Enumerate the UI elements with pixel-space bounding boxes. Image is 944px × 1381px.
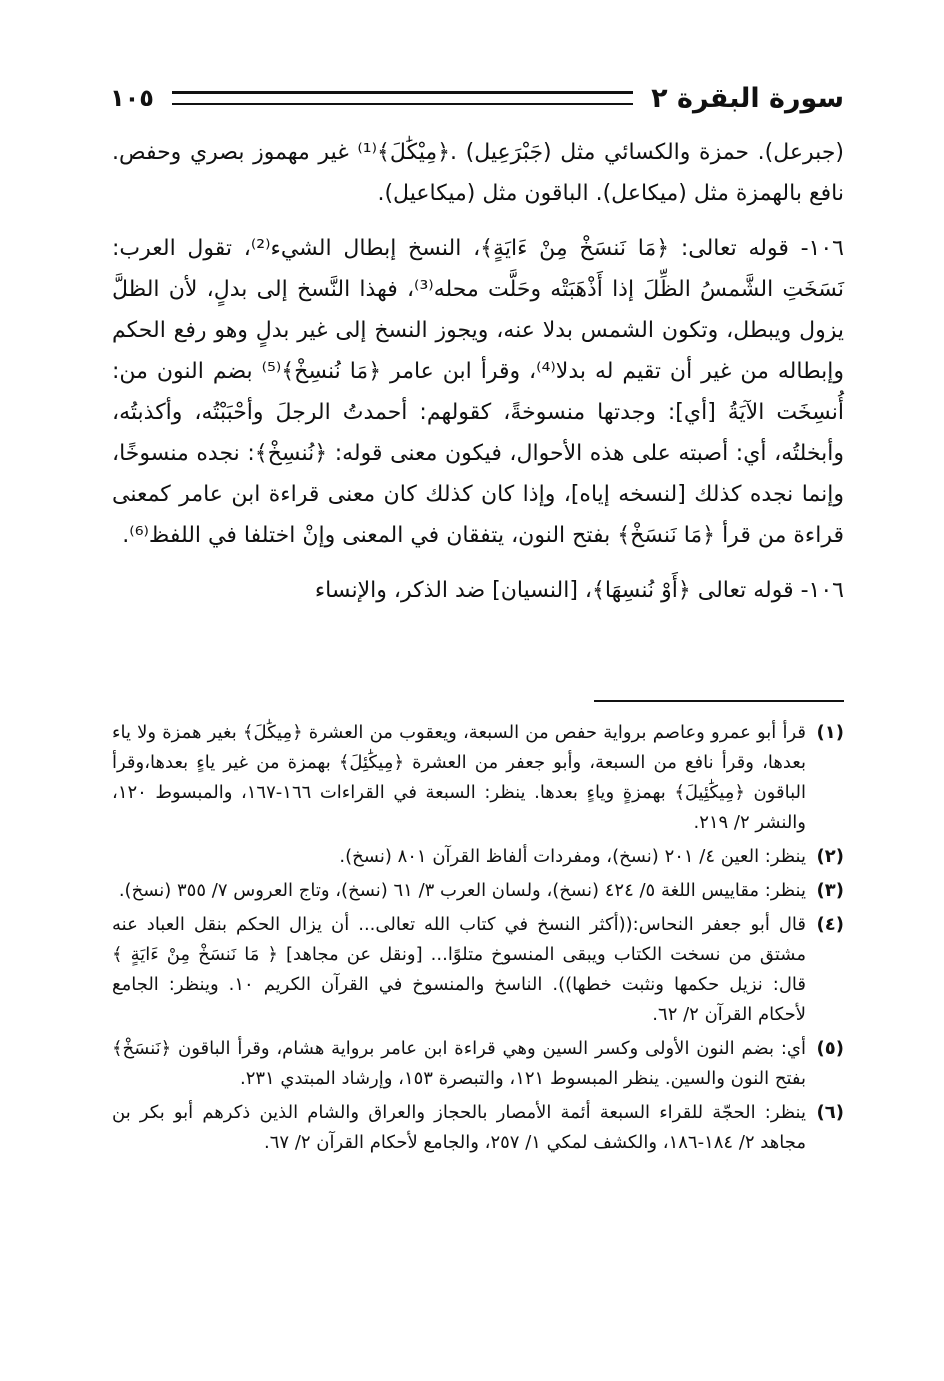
- footnote-number: (٢): [816, 846, 844, 867]
- footnote-number: (٥): [816, 1038, 844, 1059]
- footnote: [112, 842, 844, 872]
- footnote: [112, 1034, 844, 1094]
- footnotes: [112, 718, 844, 1162]
- footnote: [112, 910, 844, 1030]
- main-text: [112, 132, 844, 625]
- footnote-number: (٣): [816, 880, 844, 901]
- footnote-separator: [594, 700, 844, 702]
- paragraph: ١٠٦- قوله تعالى ﴿أَوْ نُنسِهَا﴾، [النسيان] ضد الذكر، والإنساء: [314, 578, 844, 603]
- footnote-text: أي: بضم النون الأولى وكسر السين وهي قراءة ابن عامر برواية هشام، وقرأ الباقون ﴿نَنسَخْ﴾ بفتح النون والسين. ينظر المبسوط ١٢١، والتبصرة ١٥٣، وإرشاد المبتدي ٢٣١.: [112, 1038, 806, 1089]
- footnote-text: قرأ أبو عمرو وعاصم برواية حفص من السبعة، ويعقوب من العشرة ﴿مِيكَٰلَ﴾ بغير همزة ولا ياء بعدها، وقرأ نافع من السبعة، وأبو جعفر من العشرة ﴿مِيكَٰئِلَ﴾ بهمزة من غير ياءٍ بعدها،وقرأ الباقون ﴿مِيكَٰئِيلَ﴾ بهمزةٍ وياءٍ بعدها. ينظر: السبعة في القراءات ١٦٦-١٦٧، والمبسوط ١٢٠، والنشر ٢/ ٢١٩.: [112, 722, 806, 833]
- paragraph: ١٠٦- قوله تعالى: ﴿مَا نَنسَخْ مِنْ ءَايَةٍ﴾، النسخ إبطال الشيء⁽²⁾، تقول العرب: نَسَخَتِ الشَّمسُ الظِّلَ إذا أَذْهَبَتْه وحَلَّت محله⁽³⁾، فهذا النَّسخ إلى بدلٍ، لأن الظلَّ يزول ويبطل، وتكون الشمس بدلا عنه، ويجوز النسخ إلى غير بدلٍ وهو رفع الحكم وإبطاله من غير أن تقيم له بدلا⁽⁴⁾، وقرأ ابن عامر ﴿مَا نُنسِخْ﴾⁽⁵⁾ بضم النون من: أُنسِخَت الآيَةُ [أي]: وجدتها منسوخةً، كقولهم: أحمدتُ الرجلَ وأحْبَبْتُه، وأكذبتُه، وأبخلتُه، أي: أصبته على هذه الأحوال، فيكون معنى قوله: ﴿نُنسِخْ﴾: نجده منسوخًا، وإنما نجده كذلك [لنسخه إياه]، وإذا كان كذلك كان معنى قراءة ابن عامر كمعنى قراءة من قرأ ﴿مَا نَنسَخْ﴾ بفتح النون، يتفقان في المعنى وإنْ اختلفا في اللفظ⁽⁶⁾.: [112, 236, 844, 548]
- footnote-text: ينظر: الحجّة للقراء السبعة أئمة الأمصار بالحجاز والعراق والشام الذين ذكرهم أبو بكر بن مجاهد ٢/ ١٨٤-١٨٦، والكشف لمكي ١/ ٢٥٧، والجامع لأحكام القرآن ٢/ ٦٧.: [112, 1102, 806, 1153]
- footnote-text: ينظر: مقاييس اللغة ٥/ ٤٢٤ (نسخ)، ولسان العرب ٣/ ٦١ (نسخ)، وتاج العروس ٧/ ٣٥٥ (نسخ).: [118, 880, 806, 901]
- footnote: [112, 1098, 844, 1158]
- page-number: ١٠٥: [110, 84, 154, 112]
- paragraph: (جبرعل). حمزة والكسائي مثل (جَبْرَعِيل) .﴿مِيْكَٰلَ﴾⁽¹⁾ غير مهموز بصري وحفص. نافع بالهمزة مثل (ميكاعل). الباقون مثل (ميكاعيل).: [112, 140, 844, 206]
- footnote-text: ينظر: العين ٤/ ٢٠١ (نسخ)، ومفردات ألفاظ القرآن ٨٠١ (نسخ).: [339, 846, 806, 867]
- surah-title: سورة البقرة ٢: [651, 82, 844, 114]
- footnote-number: (٤): [816, 914, 844, 935]
- footnote-text: قال أبو جعفر النحاس:((أكثر النسخ في كتاب الله تعالى... أن يزال الحكم بنقل العباد عنه مشتق من نسخت الكتاب ويبقى المنسوخ متلوًا... [ونقل عن مجاهد] ﴿ مَا نَنسَخْ مِنْ ءَايَةٍ ﴾ قال: نزيل حكمها ونثبت خطها)). الناسخ والمنسوخ في القرآن الكريم ١٠. وينظر: الجامع لأحكام القرآن ٢/ ٦٢.: [112, 914, 806, 1025]
- footnote-number: (١): [816, 722, 844, 743]
- footnote: [112, 718, 844, 838]
- page-header: [110, 78, 844, 118]
- footnote-number: (٦): [816, 1102, 844, 1123]
- header-rule: [172, 91, 633, 105]
- footnote: [112, 876, 844, 906]
